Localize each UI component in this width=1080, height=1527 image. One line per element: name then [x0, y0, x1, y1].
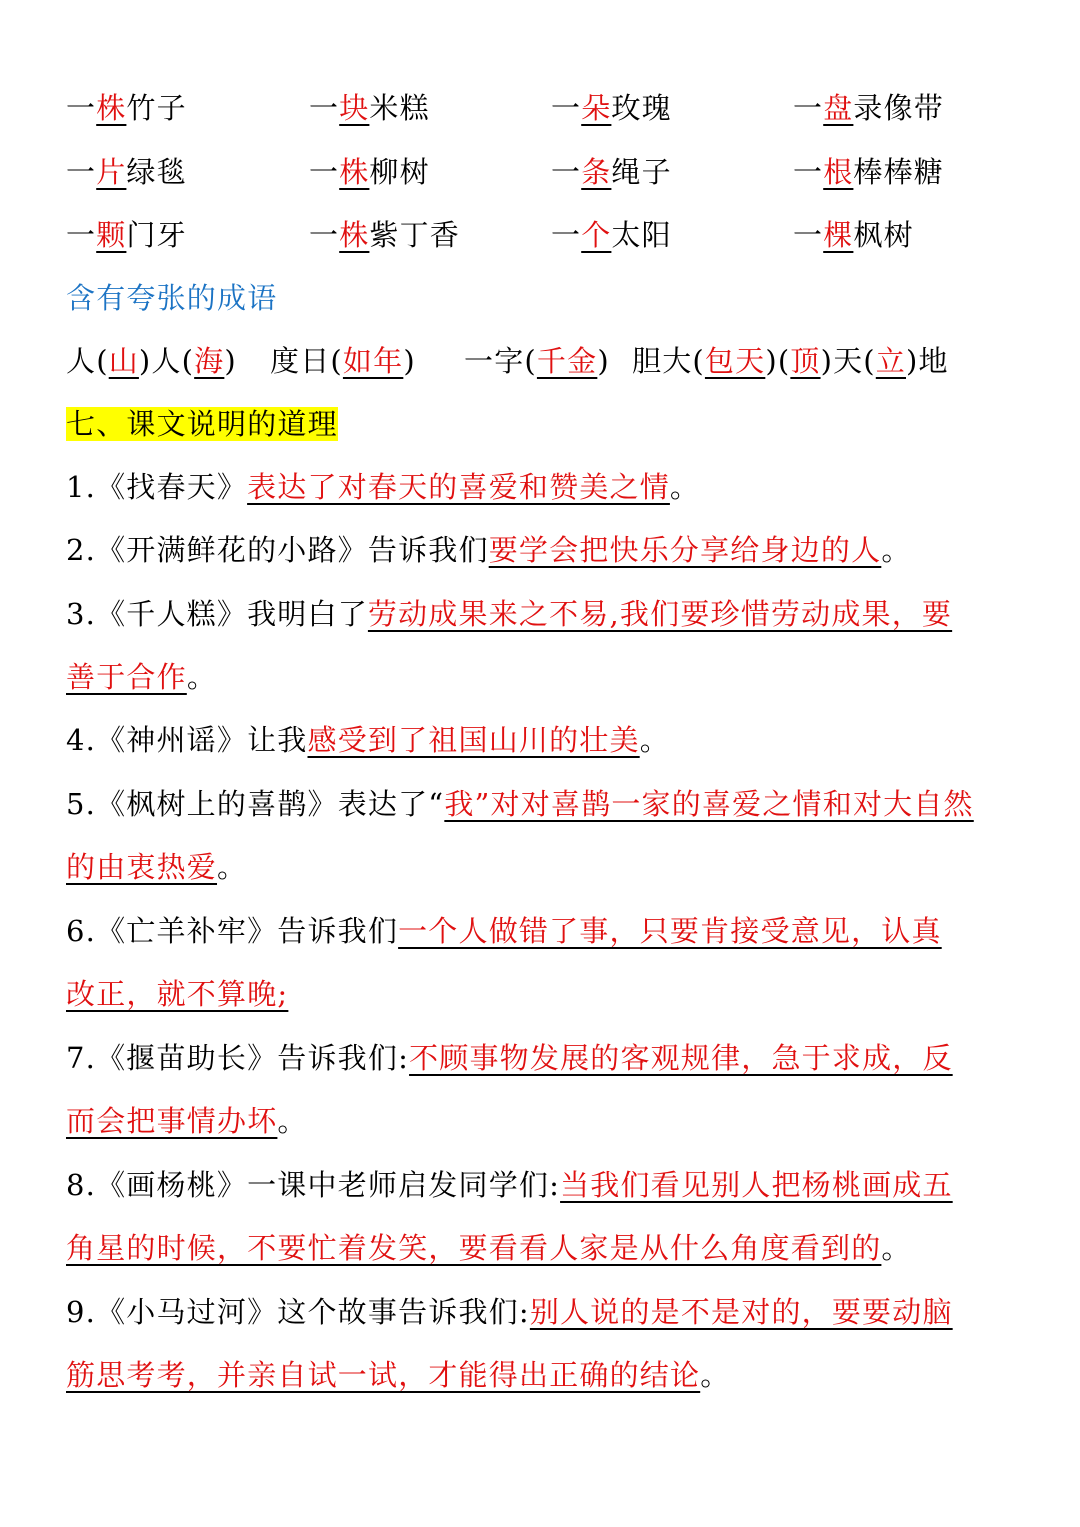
lesson-item-continued — [66, 1355, 730, 1395]
idiom-text: ) — [597, 344, 610, 378]
lesson-item — [66, 1292, 953, 1332]
item-answer: 角星的时候，不要忙着发笑，要看看人家是从什么角度看到的 — [66, 1231, 882, 1265]
item-answer: 一个人做错了事，只要肯接受意见，认真 — [398, 914, 942, 948]
lesson-title: 《画杨桃》 — [96, 1168, 248, 1202]
item-lead: 告诉我们: — [277, 1041, 410, 1075]
item-number: 7. — [66, 1041, 97, 1075]
lesson-item — [66, 530, 912, 570]
idiom-text: )人( — [138, 344, 195, 378]
item-end: 。 — [639, 723, 670, 757]
idiom-answer: 如年 — [342, 344, 404, 378]
measure-word-item — [309, 88, 430, 128]
idiom-item — [632, 341, 949, 381]
lesson-item — [66, 1038, 953, 1078]
item-answer: 别人说的是不是对的，要要动脑 — [529, 1295, 953, 1329]
prefix: 一 — [551, 91, 582, 125]
item-number: 5. — [66, 787, 97, 821]
measure-word-answer: 个 — [581, 218, 612, 252]
noun: 绳子 — [611, 155, 672, 189]
idiom-answer: 千金 — [536, 344, 598, 378]
item-number: 3. — [66, 597, 97, 631]
item-answer: 善于合作 — [66, 660, 187, 694]
measure-word-answer: 颗 — [96, 218, 127, 252]
idiom-text: 一字( — [464, 344, 537, 378]
item-number: 2. — [66, 533, 97, 567]
item-number: 1. — [66, 470, 97, 504]
idiom-item — [270, 341, 416, 381]
measure-word-answer: 棵 — [823, 218, 854, 252]
lesson-item-continued — [66, 847, 247, 887]
measure-word-item — [793, 215, 914, 255]
item-number: 8. — [66, 1168, 97, 1202]
idiom-answer: 包天 — [704, 344, 766, 378]
item-end: 。 — [881, 1231, 912, 1265]
prefix: 一 — [66, 155, 97, 189]
lesson-title: 《开满鲜花的小路》 — [96, 533, 368, 567]
idiom-text: ) — [403, 344, 416, 378]
lesson-item — [66, 720, 670, 760]
measure-word-answer: 根 — [823, 155, 854, 189]
lesson-item-continued — [66, 1228, 912, 1268]
item-answer: 我”对对喜鹊一家的喜爱之情和对大自然 — [444, 787, 974, 821]
item-lead: 让我 — [247, 723, 308, 757]
lesson-title: 《小马过河》 — [96, 1295, 278, 1329]
lesson-item — [66, 784, 974, 824]
idiom-answer: 立 — [875, 344, 906, 378]
item-lead: 这个故事告诉我们: — [277, 1295, 530, 1329]
idiom-answer: 海 — [194, 344, 225, 378]
measure-word-item — [793, 88, 944, 128]
item-answer: 劳动成果来之不易,我们要珍惜劳动成果，要 — [367, 597, 953, 631]
idiom-answer: 山 — [108, 344, 139, 378]
measure-word-item — [309, 215, 460, 255]
idiom-text: 度日( — [270, 344, 343, 378]
section-title-text: 七、课文说明的道理 — [66, 407, 338, 441]
lesson-title: 《亡羊补牢》 — [96, 914, 278, 948]
idioms-heading: 含有夸张的成语 — [66, 281, 278, 315]
measure-word-answer: 株 — [339, 218, 370, 252]
prefix: 一 — [309, 155, 340, 189]
noun: 门牙 — [126, 218, 187, 252]
measure-word-answer: 株 — [96, 91, 127, 125]
section-title — [66, 404, 338, 444]
lesson-item — [66, 467, 700, 507]
noun: 竹子 — [126, 91, 187, 125]
lesson-item-continued — [66, 1101, 308, 1141]
noun: 米糕 — [369, 91, 430, 125]
lesson-item — [66, 594, 952, 634]
idiom-item — [66, 341, 237, 381]
measure-word-answer: 株 — [339, 155, 370, 189]
lesson-item — [66, 911, 942, 951]
lesson-title: 《千人糕》 — [96, 597, 248, 631]
idiom-text: 人( — [66, 344, 109, 378]
idiom-answer: 顶 — [790, 344, 821, 378]
item-number: 6. — [66, 914, 97, 948]
measure-word-answer: 朵 — [581, 91, 612, 125]
item-lead: 我明白了 — [247, 597, 368, 631]
item-lead: 表达了“ — [337, 787, 445, 821]
item-answer: 要学会把快乐分享给身边的人 — [488, 533, 882, 567]
measure-word-answer: 条 — [581, 155, 612, 189]
item-lead: 告诉我们 — [367, 533, 489, 567]
item-answer: 而会把事情办坏 — [66, 1104, 278, 1138]
measure-word-item — [309, 152, 430, 192]
noun: 录像带 — [853, 91, 945, 125]
prefix: 一 — [309, 91, 340, 125]
measure-word-answer: 盘 — [823, 91, 854, 125]
noun: 紫丁香 — [369, 218, 461, 252]
lesson-title: 《神州谣》 — [96, 723, 248, 757]
item-answer: 的由衷热爱 — [66, 850, 218, 884]
noun: 绿毯 — [126, 155, 187, 189]
prefix: 一 — [551, 155, 582, 189]
item-answer: 感受到了祖国山川的壮美 — [307, 723, 640, 757]
item-end: 。 — [217, 850, 248, 884]
item-end: 。 — [277, 1104, 308, 1138]
measure-word-item — [793, 152, 944, 192]
item-end: 。 — [186, 660, 218, 694]
prefix: 一 — [793, 218, 824, 252]
measure-word-item — [551, 215, 672, 255]
idiom-text: 胆大( — [632, 344, 705, 378]
measure-word-item — [551, 88, 672, 128]
prefix: 一 — [66, 91, 97, 125]
item-lead: 告诉我们 — [277, 914, 399, 948]
item-lead: 一课中老师启发同学们: — [247, 1168, 561, 1202]
item-number: 9. — [66, 1295, 97, 1329]
measure-word-answer: 块 — [339, 91, 370, 125]
noun: 玫瑰 — [611, 91, 672, 125]
measure-word-item — [66, 152, 187, 192]
item-end: 。 — [700, 1358, 731, 1392]
prefix: 一 — [793, 91, 824, 125]
item-answer: 不顾事物发展的客观规律，急于求成，反 — [409, 1041, 953, 1075]
lesson-title: 《枫树上的喜鹊》 — [96, 787, 338, 821]
prefix: 一 — [66, 218, 97, 252]
idiom-text: ) — [224, 344, 237, 378]
noun: 柳树 — [369, 155, 430, 189]
lesson-item — [66, 1165, 953, 1205]
lesson-item-continued — [66, 974, 288, 1014]
prefix: 一 — [551, 218, 582, 252]
measure-word-item — [66, 88, 187, 128]
idiom-text: )地 — [906, 344, 949, 378]
prefix: 一 — [793, 155, 824, 189]
prefix: 一 — [309, 218, 340, 252]
idiom-item — [464, 341, 610, 381]
item-end: 。 — [669, 470, 701, 504]
item-answer: 表达了对春天的喜爱和赞美之情 — [247, 470, 670, 504]
lesson-title: 《揠苗助长》 — [96, 1041, 278, 1075]
item-end: 。 — [881, 533, 912, 567]
lesson-item-continued — [66, 657, 217, 697]
idiom-text: )天( — [820, 344, 876, 378]
idiom-text: )( — [765, 344, 791, 378]
item-number: 4. — [66, 723, 97, 757]
noun: 枫树 — [853, 218, 914, 252]
measure-word-item — [551, 152, 672, 192]
measure-word-item — [66, 215, 187, 255]
noun: 太阳 — [611, 218, 672, 252]
item-answer: 筋思考考，并亲自试一试，才能得出正确的结论 — [66, 1358, 701, 1392]
item-answer: 改正，就不算晚; — [66, 977, 289, 1011]
item-answer: 当我们看见别人把杨桃画成五 — [560, 1168, 953, 1202]
noun: 棒棒糖 — [853, 155, 945, 189]
measure-word-answer: 片 — [96, 155, 127, 189]
lesson-title: 《找春天》 — [96, 470, 248, 504]
